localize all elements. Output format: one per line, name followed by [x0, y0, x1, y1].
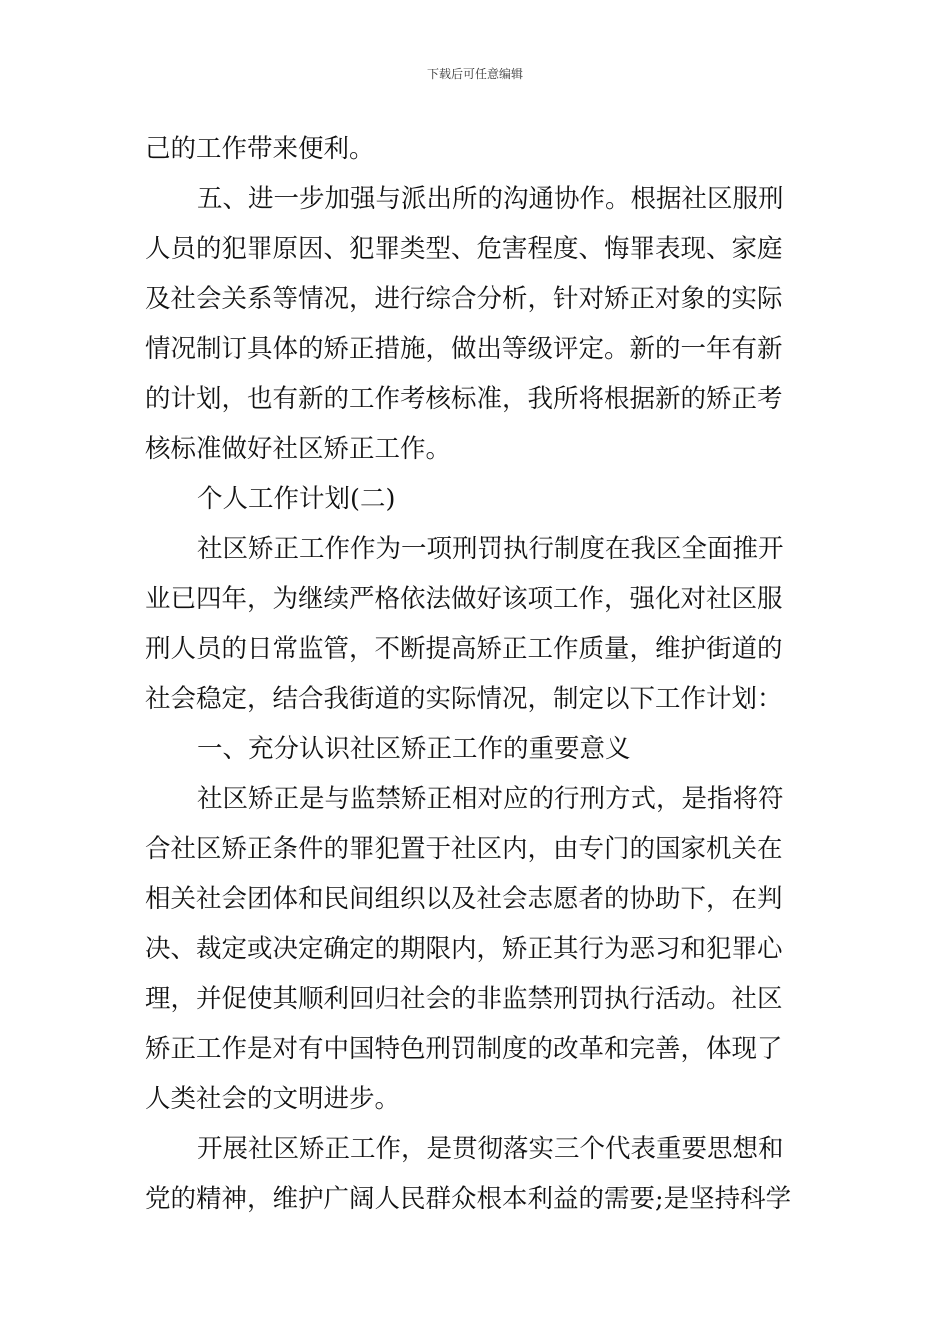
document-body: [145, 124, 810, 1224]
text-line: 情况制订具体的矫正措施，做出等级评定。新的一年有新: [145, 334, 783, 364]
text-line: 一、充分认识社区矫正工作的重要意义: [197, 734, 631, 764]
text-line: 党的精神，维护广阔人民群众根本利益的需要;是坚持科学: [145, 1184, 792, 1214]
text-line: 理，并促使其顺利回归社会的非监禁刑罚执行活动。社区: [145, 984, 783, 1014]
text-line: 个人工作计划(二): [197, 484, 396, 514]
text-line: 己的工作带来便利。: [145, 134, 375, 164]
text-line: 人员的犯罪原因、犯罪类型、危害程度、悔罪表现、家庭: [145, 234, 783, 264]
text-line: 相关社会团体和民间组织以及社会志愿者的协助下，在判: [145, 884, 783, 914]
text-line: 开展社区矫正工作，是贯彻落实三个代表重要思想和: [197, 1134, 784, 1164]
text-line: 社会稳定，结合我街道的实际情况，制定以下工作计划：: [145, 684, 783, 714]
text-line: 五、进一步加强与派出所的沟通协作。根据社区服刑: [197, 184, 784, 214]
text-line: 的计划，也有新的工作考核标准，我所将根据新的矫正考: [145, 384, 783, 414]
text-line: 合社区矫正条件的罪犯置于社区内，由专门的国家机关在: [145, 834, 783, 864]
text-line: 人类社会的文明进步。: [145, 1084, 401, 1114]
text-line: 决、裁定或决定确定的期限内，矫正其行为恶习和犯罪心: [145, 934, 783, 964]
text-line: 矫正工作是对有中国特色刑罚制度的改革和完善，体现了: [145, 1034, 783, 1064]
text-line: 核标准做好社区矫正工作。: [145, 434, 452, 464]
text-line: 社区矫正是与监禁矫正相对应的行刑方式，是指将符: [197, 784, 784, 814]
page-header-note: 下载后可任意编辑: [426, 67, 523, 81]
text-line: 业已四年，为继续严格依法做好该项工作，强化对社区服: [145, 584, 783, 614]
text-line: 社区矫正工作作为一项刑罚执行制度在我区全面推开: [197, 534, 784, 564]
text-line: 刑人员的日常监管，不断提高矫正工作质量，维护街道的: [145, 634, 783, 664]
text-line: 及社会关系等情况，进行综合分析，针对矫正对象的实际: [145, 284, 783, 314]
